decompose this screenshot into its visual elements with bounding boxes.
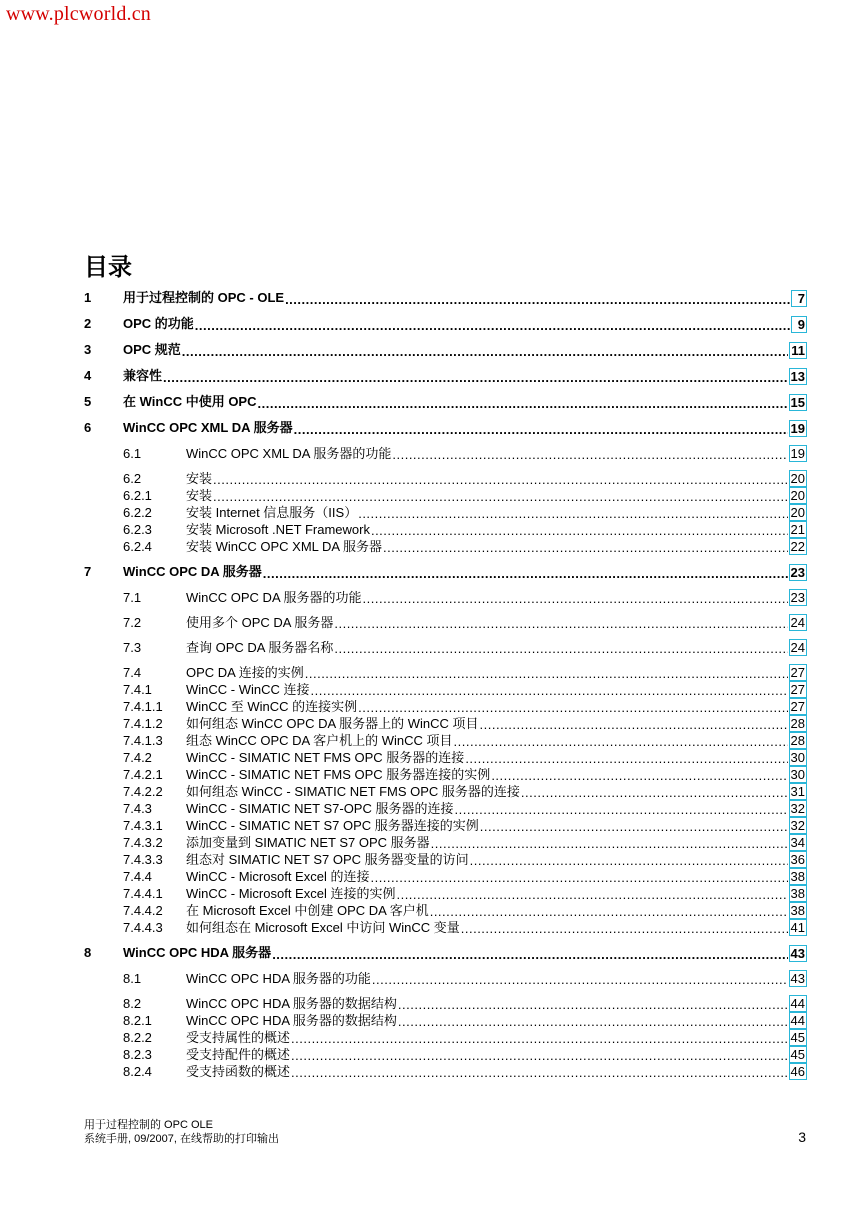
toc-page-link[interactable]: 27 xyxy=(790,682,805,697)
toc-entry-number: 6.2.2 xyxy=(123,505,152,520)
toc-entry[interactable] xyxy=(84,970,807,987)
toc-entry[interactable] xyxy=(84,902,807,919)
toc-entry-number: 7.1 xyxy=(123,590,142,605)
toc-entry-number: 6 xyxy=(84,420,92,435)
toc-page-link[interactable]: 13 xyxy=(790,369,805,384)
toc-entry-title[interactable]: 受支持属性的概述 xyxy=(186,1030,291,1045)
toc-entry[interactable] xyxy=(84,521,807,538)
toc-entry-number: 5 xyxy=(84,394,92,409)
toc-entry-number: 7 xyxy=(84,564,92,579)
toc-page-link[interactable]: 38 xyxy=(790,903,805,918)
toc-entry-number: 7.4.4 xyxy=(123,869,152,884)
toc-entry-title[interactable]: 受支持配件的概述 xyxy=(186,1047,291,1062)
toc-dot-leader xyxy=(258,397,788,411)
toc-dot-leader xyxy=(358,507,787,521)
toc-dot-leader xyxy=(305,667,788,681)
toc-entry[interactable] xyxy=(84,868,807,885)
toc-entry-number: 8.1 xyxy=(123,971,142,986)
toc-entry-number: 7.4.1.2 xyxy=(123,716,163,731)
toc-dot-leader xyxy=(398,998,788,1012)
toc-entry-number: 6.2.4 xyxy=(123,539,152,554)
toc-dot-leader xyxy=(491,769,787,783)
toc-entry-number: 8.2.3 xyxy=(123,1047,152,1062)
toc-dot-leader xyxy=(291,1032,788,1046)
toc-entry-number: 8 xyxy=(84,945,92,960)
toc-dot-leader xyxy=(454,735,788,749)
toc-dot-leader xyxy=(182,345,788,359)
page-number: 3 xyxy=(798,1129,806,1145)
toc-entry[interactable] xyxy=(84,614,807,631)
toc-dot-leader xyxy=(291,1066,788,1080)
toc-entry-number: 7.4.2.1 xyxy=(123,767,163,782)
toc-entry-title[interactable]: 兼容性 xyxy=(123,368,163,383)
toc-page-link[interactable]: 44 xyxy=(790,1013,805,1028)
footer xyxy=(84,1118,279,1146)
toc-page-link[interactable]: 32 xyxy=(790,801,805,816)
toc-page-link[interactable]: 46 xyxy=(790,1064,805,1079)
toc-entry-title[interactable]: WinCC OPC HDA 服务器 xyxy=(123,945,272,960)
toc-dot-leader xyxy=(272,948,787,962)
toc-page-link[interactable]: 19 xyxy=(790,446,805,461)
toc-entry-title[interactable]: 在 Microsoft Excel 中创建 OPC DA 客户机 xyxy=(186,903,429,918)
toc-page-link[interactable]: 45 xyxy=(790,1047,805,1062)
toc-entry-title[interactable]: 安装 WinCC OPC XML DA 服务器 xyxy=(186,539,382,554)
toc-entry-number: 8.2.2 xyxy=(123,1030,152,1045)
toc-entry-number: 8.2.1 xyxy=(123,1013,152,1028)
toc-entry[interactable] xyxy=(84,563,807,581)
toc-entry-number: 1 xyxy=(84,290,92,305)
toc-page-link[interactable]: 11 xyxy=(791,343,805,358)
toc-entry[interactable] xyxy=(84,800,807,817)
toc-dot-leader xyxy=(213,473,788,487)
toc-page-link[interactable]: 20 xyxy=(790,505,805,520)
toc-entry-number: 7.4.4.2 xyxy=(123,903,163,918)
toc-entry-title[interactable]: 在 WinCC 中使用 OPC xyxy=(123,394,257,409)
toc-entry[interactable] xyxy=(84,538,807,555)
toc-page-link[interactable]: 28 xyxy=(790,733,805,748)
toc-entry-number: 7.4.1 xyxy=(123,682,152,697)
toc-page-link[interactable]: 41 xyxy=(790,920,805,935)
footer-document-info: 系统手册, 09/2007, 在线帮助的打印输出 xyxy=(84,1133,279,1145)
toc-dot-leader xyxy=(291,1049,788,1063)
toc-entry-title[interactable]: WinCC OPC DA 服务器 xyxy=(123,564,262,579)
toc-entry[interactable] xyxy=(84,749,807,766)
toc-page-link[interactable]: 38 xyxy=(790,886,805,901)
toc-page-link[interactable]: 15 xyxy=(790,395,805,410)
toc-entry-number: 7.4 xyxy=(123,665,142,680)
toc-entry-number: 7.4.3.2 xyxy=(123,835,163,850)
toc-page-link[interactable]: 45 xyxy=(790,1030,805,1045)
toc-dot-leader xyxy=(465,752,787,766)
toc-dot-leader xyxy=(470,854,788,868)
toc-dot-leader xyxy=(294,423,788,437)
toc-entry[interactable] xyxy=(84,341,807,359)
toc-entry[interactable] xyxy=(84,766,807,783)
toc-entry-number: 7.4.2 xyxy=(123,750,152,765)
toc-entry[interactable] xyxy=(84,698,807,715)
toc-entry-number: 7.4.1.3 xyxy=(123,733,163,748)
toc-page-link[interactable]: 32 xyxy=(790,818,805,833)
toc-entry-title[interactable]: WinCC - SIMATIC NET S7 OPC 服务器连接的实例 xyxy=(186,818,479,833)
toc-entry[interactable] xyxy=(84,851,807,868)
toc-entry[interactable] xyxy=(84,1012,807,1029)
toc-dot-leader xyxy=(480,820,788,834)
toc-page-link[interactable]: 43 xyxy=(790,946,805,961)
toc-page-link[interactable]: 23 xyxy=(790,565,805,580)
watermark-url[interactable]: www.plcworld.cn xyxy=(6,3,152,25)
toc-entry-title[interactable]: 安装 xyxy=(186,471,213,486)
toc-entry-title[interactable]: 如何组态 WinCC - SIMATIC NET FMS OPC 服务器的连接 xyxy=(186,784,520,799)
toc-dot-leader xyxy=(461,922,788,936)
toc-entry-title[interactable]: 安装 Microsoft .NET Framework xyxy=(186,522,370,537)
footer-document-title: 用于过程控制的 OPC OLE xyxy=(84,1119,213,1131)
toc-entry-title[interactable]: WinCC - WinCC 连接 xyxy=(186,682,310,697)
toc-entry-number: 6.1 xyxy=(123,446,142,461)
toc-page-link[interactable]: 22 xyxy=(790,539,805,554)
toc-entry-title[interactable]: WinCC - SIMATIC NET S7-OPC 服务器的连接 xyxy=(186,801,454,816)
toc-entry[interactable] xyxy=(84,1046,807,1063)
toc-entry-title[interactable]: OPC 规范 xyxy=(123,342,181,357)
toc-entry-number: 7.4.3.1 xyxy=(123,818,163,833)
toc-entry[interactable] xyxy=(84,393,807,411)
toc-entry-title[interactable]: 如何组态在 Microsoft Excel 中访问 WinCC 变量 xyxy=(186,920,460,935)
toc-entry-number: 6.2 xyxy=(123,471,142,486)
toc-entry[interactable] xyxy=(84,367,807,385)
toc-entry-number: 7.4.3 xyxy=(123,801,152,816)
toc-entry-title[interactable]: 用于过程控制的 OPC - OLE xyxy=(123,290,285,305)
toc-entry-number: 2 xyxy=(84,316,92,331)
toc-entry-title[interactable]: WinCC OPC HDA 服务器的数据结构 xyxy=(186,996,397,1011)
toc-title: 目录 xyxy=(84,254,132,281)
toc-page-link[interactable]: 27 xyxy=(790,699,805,714)
toc-entry-title[interactable]: OPC DA 连接的实例 xyxy=(186,665,304,680)
toc-entry[interactable] xyxy=(84,1029,807,1046)
toc-page-link[interactable]: 38 xyxy=(790,869,805,884)
toc-entry[interactable] xyxy=(84,715,807,732)
toc-entry-title[interactable]: WinCC OPC HDA 服务器的数据结构 xyxy=(186,1013,397,1028)
toc-page-link[interactable]: 36 xyxy=(790,852,805,867)
toc-page-link[interactable]: 31 xyxy=(790,784,805,799)
toc-page-link[interactable]: 24 xyxy=(790,615,805,630)
toc-entry-title[interactable]: 查询 OPC DA 服务器名称 xyxy=(186,640,334,655)
toc-dot-leader xyxy=(454,803,787,817)
toc-entry[interactable] xyxy=(84,639,807,656)
toc-page-link[interactable]: 28 xyxy=(790,716,805,731)
toc-entry[interactable] xyxy=(84,470,807,487)
toc-entry-title[interactable]: WinCC OPC XML DA 服务器 xyxy=(123,420,293,435)
toc-entry-number: 7.4.1.1 xyxy=(123,699,163,714)
toc-page-link[interactable]: 30 xyxy=(790,750,805,765)
toc-entry-title[interactable]: WinCC - SIMATIC NET FMS OPC 服务器连接的实例 xyxy=(186,767,491,782)
toc-page-link[interactable]: 44 xyxy=(790,996,805,1011)
toc-entry-title[interactable]: 受支持函数的概述 xyxy=(186,1064,291,1079)
toc-entry[interactable] xyxy=(84,995,807,1012)
toc-entry-title[interactable]: WinCC OPC HDA 服务器的功能 xyxy=(186,971,371,986)
toc-entry-title[interactable]: WinCC - SIMATIC NET FMS OPC 服务器的连接 xyxy=(186,750,465,765)
toc-dot-leader xyxy=(334,642,787,656)
table-of-contents xyxy=(84,289,807,1080)
toc-entry-title[interactable]: OPC 的功能 xyxy=(123,316,194,331)
toc-entry[interactable] xyxy=(84,445,807,462)
toc-dot-leader xyxy=(372,973,788,987)
toc-dot-leader xyxy=(392,448,787,462)
toc-page-link[interactable]: 34 xyxy=(790,835,805,850)
toc-page-link[interactable]: 43 xyxy=(790,971,805,986)
toc-entry[interactable] xyxy=(84,817,807,834)
toc-entry-number: 7.4.2.2 xyxy=(123,784,163,799)
toc-entry-number: 7.2 xyxy=(123,615,142,630)
toc-entry-title[interactable]: WinCC OPC XML DA 服务器的功能 xyxy=(186,446,392,461)
toc-page-link[interactable]: 27 xyxy=(790,665,805,680)
toc-page-link[interactable]: 30 xyxy=(790,767,805,782)
toc-entry[interactable] xyxy=(84,504,807,521)
toc-entry-number: 7.4.4.3 xyxy=(123,920,163,935)
toc-entry[interactable] xyxy=(84,289,807,307)
toc-entry[interactable] xyxy=(84,589,807,606)
toc-entry-title[interactable]: 安装 xyxy=(186,488,213,503)
toc-entry[interactable] xyxy=(84,944,807,962)
toc-dot-leader xyxy=(213,490,788,504)
toc-dot-leader xyxy=(285,293,790,307)
toc-entry[interactable] xyxy=(84,681,807,698)
toc-dot-leader xyxy=(370,871,787,885)
toc-dot-leader xyxy=(358,701,787,715)
toc-entry-title[interactable]: WinCC OPC DA 服务器的功能 xyxy=(186,590,362,605)
toc-page-link[interactable]: 23 xyxy=(790,590,805,605)
toc-entry[interactable] xyxy=(84,1063,807,1080)
toc-entry-number: 6.2.3 xyxy=(123,522,152,537)
toc-page-link[interactable]: 19 xyxy=(790,421,805,436)
toc-dot-leader xyxy=(163,371,788,385)
toc-page-link[interactable]: 24 xyxy=(790,640,805,655)
toc-dot-leader xyxy=(430,905,788,919)
toc-entry[interactable] xyxy=(84,315,807,333)
toc-dot-leader xyxy=(480,718,788,732)
toc-entry-title[interactable]: WinCC - Microsoft Excel 连接的实例 xyxy=(186,886,396,901)
toc-dot-leader xyxy=(363,592,788,606)
toc-dot-leader xyxy=(263,567,788,581)
toc-entry-title[interactable]: 组态 WinCC OPC DA 客户机上的 WinCC 项目 xyxy=(186,733,453,748)
toc-page-link[interactable]: 7 xyxy=(791,290,807,307)
toc-dot-leader xyxy=(396,888,787,902)
toc-page-link[interactable]: 20 xyxy=(790,488,805,503)
toc-entry[interactable] xyxy=(84,732,807,749)
toc-entry-number: 6.2.1 xyxy=(123,488,152,503)
toc-entry-title[interactable]: 如何组态 WinCC OPC DA 服务器上的 WinCC 项目 xyxy=(186,716,479,731)
toc-page-link[interactable]: 20 xyxy=(790,471,805,486)
toc-dot-leader xyxy=(311,684,788,698)
toc-page-link[interactable]: 21 xyxy=(790,522,805,537)
toc-entry-number: 7.3 xyxy=(123,640,142,655)
toc-dot-leader xyxy=(195,319,790,333)
toc-entry-title[interactable]: WinCC 至 WinCC 的连接实例 xyxy=(186,699,358,714)
toc-entry[interactable] xyxy=(84,834,807,851)
toc-entry-title[interactable]: 组态对 SIMATIC NET S7 OPC 服务器变量的访问 xyxy=(186,852,469,867)
toc-entry-title[interactable]: 安装 Internet 信息服务（IIS） xyxy=(186,505,358,520)
toc-dot-leader xyxy=(398,1015,788,1029)
toc-entry[interactable] xyxy=(84,487,807,504)
toc-entry-title[interactable]: 使用多个 OPC DA 服务器 xyxy=(186,615,334,630)
toc-dot-leader xyxy=(334,617,787,631)
toc-entry-number: 4 xyxy=(84,368,92,383)
toc-dot-leader xyxy=(383,541,788,555)
toc-entry-number: 3 xyxy=(84,342,92,357)
toc-entry-number: 7.4.3.3 xyxy=(123,852,163,867)
toc-entry[interactable] xyxy=(84,919,807,936)
toc-entry[interactable] xyxy=(84,783,807,800)
toc-entry-title[interactable]: 添加变量到 SIMATIC NET S7 OPC 服务器 xyxy=(186,835,430,850)
toc-entry[interactable] xyxy=(84,419,807,437)
toc-dot-leader xyxy=(521,786,788,800)
toc-entry-number: 7.4.4.1 xyxy=(123,886,163,901)
toc-entry-number: 8.2 xyxy=(123,996,142,1011)
toc-dot-leader xyxy=(431,837,788,851)
toc-entry[interactable] xyxy=(84,664,807,681)
toc-entry[interactable] xyxy=(84,885,807,902)
toc-entry-title[interactable]: WinCC - Microsoft Excel 的连接 xyxy=(186,869,370,884)
toc-page-link[interactable]: 9 xyxy=(791,316,807,333)
toc-entry-number: 8.2.4 xyxy=(123,1064,152,1079)
toc-dot-leader xyxy=(371,524,788,538)
